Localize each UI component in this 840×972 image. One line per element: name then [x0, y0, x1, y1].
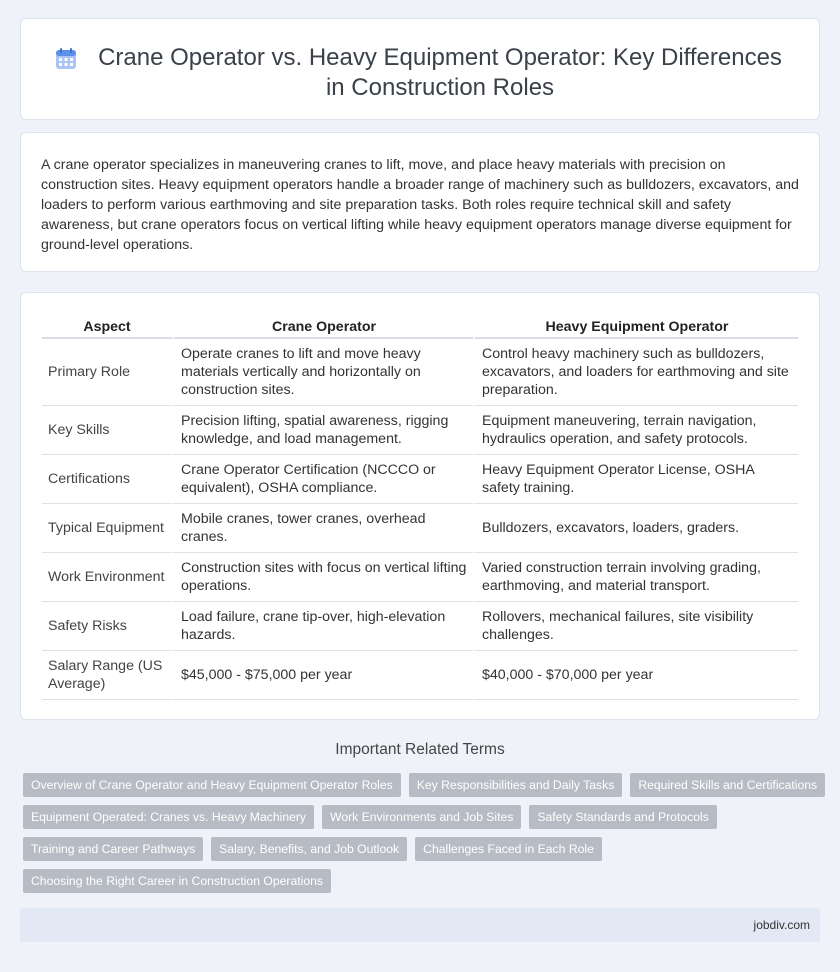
- related-term-tag[interactable]: Key Responsibilities and Daily Tasks: [409, 773, 623, 797]
- heavy-cell: $40,000 - $70,000 per year: [473, 651, 798, 700]
- table-row: [42, 406, 798, 455]
- related-term-tag[interactable]: Salary, Benefits, and Job Outlook: [211, 837, 407, 861]
- intro-card: [20, 132, 820, 272]
- related-term-tag[interactable]: Required Skills and Certifications: [630, 773, 825, 797]
- table-row: [42, 455, 798, 504]
- crane-cell: Precision lifting, spatial awareness, rigging knowledge, and load management.: [172, 406, 473, 455]
- header-heavy-equipment-operator: Heavy Equipment Operator: [473, 315, 798, 339]
- heavy-cell: Varied construction terrain involving grading, earthmoving, and material transport.: [473, 553, 798, 602]
- related-term-tag[interactable]: Work Environments and Job Sites: [322, 805, 521, 829]
- crane-cell: Crane Operator Certification (NCCCO or equivalent), OSHA compliance.: [172, 455, 473, 504]
- related-term-tag[interactable]: Equipment Operated: Cranes vs. Heavy Machinery: [23, 805, 314, 829]
- title-card: [20, 18, 820, 120]
- aspect-cell: Safety Risks: [42, 602, 172, 651]
- aspect-cell: Typical Equipment: [42, 504, 172, 553]
- crane-cell: Construction sites with focus on vertical lifting operations.: [172, 553, 473, 602]
- crane-cell: Mobile cranes, tower cranes, overhead cranes.: [172, 504, 473, 553]
- header-aspect: Aspect: [42, 315, 172, 339]
- crane-cell: $45,000 - $75,000 per year: [172, 651, 473, 700]
- footer: [20, 908, 820, 942]
- related-term-tag[interactable]: Training and Career Pathways: [23, 837, 203, 861]
- crane-cell: Operate cranes to lift and move heavy materials vertically and horizontally on construction sites.: [172, 339, 473, 406]
- crane-cell: Load failure, crane tip-over, high-elevation hazards.: [172, 602, 473, 651]
- aspect-cell: Work Environment: [42, 553, 172, 602]
- comparison-table: [42, 315, 798, 700]
- heavy-cell: Equipment maneuvering, terrain navigation, hydraulics operation, and safety protocols.: [473, 406, 798, 455]
- heavy-cell: Bulldozers, excavators, loaders, graders.: [473, 504, 798, 553]
- intro-paragraph: A crane operator specializes in maneuvering cranes to lift, move, and place heavy materials with precision on construction sites. Heavy equipment operators handle a broader range of machinery such as bulldozers, excavators, and loaders to perform various earthmoving and site preparation tasks. Both roles require technical skill and safety awareness, but crane operators focus on vertical lifting while heavy equipment operators manage diverse equipment for ground-level operations.: [41, 157, 799, 253]
- heavy-cell: Rollovers, mechanical failures, site visibility challenges.: [473, 602, 798, 651]
- heavy-cell: Heavy Equipment Operator License, OSHA safety training.: [473, 455, 798, 504]
- related-term-tag[interactable]: Overview of Crane Operator and Heavy Equipment Operator Roles: [23, 773, 401, 797]
- header-crane-operator: Crane Operator: [172, 315, 473, 339]
- aspect-cell: Salary Range (US Average): [42, 651, 172, 700]
- table-header-row: [42, 315, 798, 339]
- related-terms-list: [23, 773, 823, 901]
- table-row: [42, 602, 798, 651]
- footer-site-link[interactable]: jobdiv.com: [753, 918, 810, 932]
- aspect-cell: Primary Role: [42, 339, 172, 406]
- table-row: [42, 651, 798, 700]
- related-term-tag[interactable]: Challenges Faced in Each Role: [415, 837, 602, 861]
- aspect-cell: Certifications: [42, 455, 172, 504]
- related-term-tag[interactable]: Choosing the Right Career in Construction Operations: [23, 869, 331, 893]
- page-title: Crane Operator vs. Heavy Equipment Operator: Key Differences in Construction Roles: [98, 44, 782, 101]
- aspect-cell: Key Skills: [42, 406, 172, 455]
- table-row: [42, 504, 798, 553]
- related-terms-heading: Important Related Terms: [335, 741, 505, 758]
- heavy-cell: Control heavy machinery such as bulldozers, excavators, and loaders for earthmoving and site preparation.: [473, 339, 798, 406]
- related-term-tag[interactable]: Safety Standards and Protocols: [529, 805, 716, 829]
- table-row: [42, 339, 798, 406]
- table-row: [42, 553, 798, 602]
- comparison-table-card: [20, 292, 820, 720]
